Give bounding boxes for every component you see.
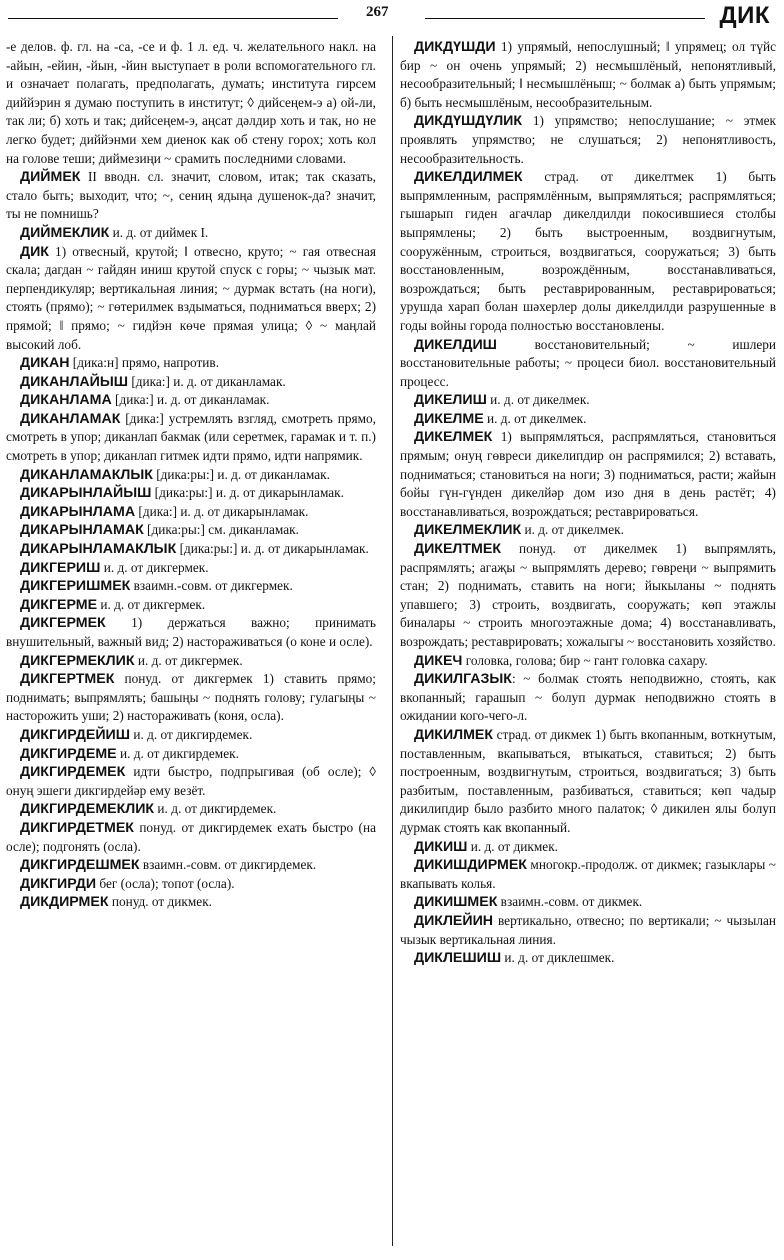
dictionary-entry xyxy=(6,652,376,671)
entry-headword: ДИКАНЛАМА xyxy=(20,392,112,409)
entry-definition: и. д. от дикгермек. xyxy=(97,596,206,612)
entry-headword: ДИКЕЛДИШ xyxy=(414,336,497,353)
dictionary-entry xyxy=(400,912,776,949)
dictionary-entry xyxy=(6,373,376,392)
entry-headword: ДИКАН xyxy=(20,355,70,372)
dictionary-entry xyxy=(6,614,376,651)
entry-headword: ДИКЕЛДИЛМЕК xyxy=(414,169,523,186)
dictionary-entry xyxy=(400,410,776,429)
entry-headword: ДИКГЕРМЕКЛИК xyxy=(20,652,135,669)
entry-definition: II вводн. сл. значит, словом, итак; так сказать, стало быть; выходит, что; ~, сениң ядыңа душенок-да? значит, ты не помнишь? xyxy=(6,169,376,222)
dictionary-entry xyxy=(6,354,376,373)
entry-definition: и. д. от диймек I. xyxy=(109,224,209,240)
entry-definition: [дика:ры:] и. д. от дикарынламак. xyxy=(151,485,344,501)
dictionary-entry xyxy=(6,763,376,800)
entry-definition: [дика:] и. д. от диканламак. xyxy=(128,373,286,389)
entry-headword: ДИКЛЕШИШ xyxy=(414,950,502,967)
entry-definition: [дика:ры:] и. д. от диканламак. xyxy=(152,466,330,482)
entry-definition: многокр.-продолж. от дикмек; газыклары ~ вкапывать колья. xyxy=(400,857,776,891)
entry-headword: ДИКГИРДЕШМЕК xyxy=(20,857,140,874)
dictionary-entry xyxy=(6,670,376,726)
entry-headword: ДИК xyxy=(20,243,49,260)
dictionary-entry xyxy=(6,168,376,224)
dictionary-entry xyxy=(400,540,776,652)
entry-headword: ДИКГЕРМЕК xyxy=(20,615,106,632)
entry-headword: ДИКДҮШДИ xyxy=(414,39,496,55)
entry-definition: [дика:] устремлять взгляд, смотреть прямо, смотреть в упор; диканлап бакмак (или серетмек, гарамак и т. п.) смотреть в упор; диканлап гитмек идти прямо, идти напрямик. xyxy=(6,410,376,464)
entry-definition: взаимн.-совм. от дикмек. xyxy=(497,894,643,910)
dictionary-entry xyxy=(400,428,776,521)
entry-headword: ДИКИЛГАЗЫК xyxy=(414,671,512,688)
entry-definition: бег (осла); топот (осла). xyxy=(96,875,235,891)
entry-definition: [дика:ры:] и. д. от дикарынламак. xyxy=(176,541,369,557)
column-divider xyxy=(392,36,393,1246)
dictionary-entry xyxy=(6,521,376,540)
entry-definition: и. д. от дикгермек. xyxy=(100,559,209,575)
right-column xyxy=(400,38,776,1254)
entry-definition: и. д. от дикелмек. xyxy=(486,392,590,408)
entry-headword: ДИКГИРДЕМЕК xyxy=(20,764,126,781)
entry-definition: и. д. от дикгирдемек. xyxy=(154,801,277,817)
entry-definition: взаимн.-совм. от дикгермек. xyxy=(130,578,293,594)
entry-headword: ДИЙМЕКЛИК xyxy=(20,224,110,241)
entry-definition: страд. от дикмек 1) быть вкопанным, воткнутым, поставленным, вкапываться, втыкаться, ставиться; 2) быть построенным, воздвигнутым, строиться, воздвигаться; 3) быть разбитым, поставленным, разбиваться, ставиться; көп чадыр дикилипдир было разбито много палаток; ◊ дикилен ялы болуп дурмак стоять как вкопанный. xyxy=(400,726,776,835)
entry-headword: ДИКГИРДЕЙИШ xyxy=(20,726,130,743)
entry-definition: [дика:ры:] см. диканламак. xyxy=(143,522,299,538)
dictionary-entry xyxy=(6,559,376,578)
entry-headword: ДИКДИРМЕК xyxy=(20,894,109,911)
header-rule-left xyxy=(8,18,338,19)
entry-definition: и. д. от дикгирдемек. xyxy=(130,726,253,742)
entry-definition: и. д. от дикгермек. xyxy=(134,652,243,668)
dictionary-entry xyxy=(400,949,776,968)
entry-definition: 1) держаться важно; принимать внушительный, важный вид; 2) настораживаться (о коне и осле). xyxy=(6,615,376,649)
entry-definition: и. д. от дикелмек. xyxy=(483,410,587,426)
entry-definition: и. д. от дикгирдемек. xyxy=(116,745,239,761)
page-header xyxy=(0,0,784,34)
dictionary-entry xyxy=(6,745,376,764)
entry-headword: ДИКАРЫНЛАЙЫШ xyxy=(20,485,152,502)
entry-headword: ДИКАНЛАМАК xyxy=(20,410,121,427)
entry-headword: ДИКГИРДЕМЕ xyxy=(20,745,117,762)
entry-headword: ДИКИШ xyxy=(414,838,468,855)
dictionary-entry xyxy=(400,670,776,726)
dictionary-entry xyxy=(6,38,376,168)
dictionary-entry xyxy=(400,336,776,392)
dictionary-entry xyxy=(400,38,776,112)
entry-definition: и. д. от дикмек. xyxy=(467,838,558,854)
dictionary-entry xyxy=(6,819,376,856)
dictionary-entry xyxy=(6,726,376,745)
dictionary-entry xyxy=(6,577,376,596)
entry-definition: понуд. от дикелмек 1) выпрямлять, распрямлять; агаҗы ~ выпрямлять дерево; гөвреңи ~ выпрямить стан; 2) поднимать, ставить на ноги; йыкыланы ~ поднять упавшего; 3) строить, воздвигать, сооружать; көп этажлы биналары ~ строить многоэтажные дома; 4) восстанавливать, возрождать; реставрировать; хожалыгы ~ восстановить хозяйство. xyxy=(400,541,776,649)
dictionary-entry xyxy=(400,726,776,838)
entry-definition: взаимн.-совм. от дикгирдемек. xyxy=(139,857,317,873)
entry-headword: ДИКАРЫНЛАМАКЛЫК xyxy=(20,541,177,558)
entry-definition: [дика:] и. д. от диканламак. xyxy=(111,392,270,408)
entry-definition: 1) выпрямляться, распрямляться, становиться прямым; онуң гөвреси дикелипдир он распрямился; 2) вставать, подниматься; становиться на ноги; 3) подниматься, расти; жайын бойы гүн-гүнден дикелйәр дом изо дня в день растёт; 4) восстанавливаться, возрождаться; реставрироваться. xyxy=(400,429,776,519)
entry-headword: ДИКГИРДИ xyxy=(20,875,97,892)
entry-definition: : ~ болмак стоять неподвижно, стоять, как вкопанный; гарашып ~ болуп дурмак неподвижно стоять в ожидании кого-чего-л. xyxy=(400,671,776,724)
dictionary-entry xyxy=(6,243,376,355)
dictionary-entry xyxy=(6,410,376,466)
entry-headword: ДИКАРЫНЛАМАК xyxy=(20,522,144,539)
entry-headword: ДИКГИРДЕМЕКЛИК xyxy=(20,801,155,818)
running-head: ДИК xyxy=(719,2,770,29)
entry-definition: головка, голова; бир ~ гант головка сахару. xyxy=(462,652,708,668)
dictionary-entry xyxy=(400,112,776,168)
entry-headword: ДИКИЛМЕК xyxy=(414,726,494,743)
entry-headword: ДИКЕЛМЕ xyxy=(414,410,484,427)
entry-definition: 1) упрямство; непослушание; ~ этмек проявлять упрямство; не слушаться; 2) непонятливость, несообразительность. xyxy=(400,113,776,166)
header-rule-right xyxy=(425,18,705,19)
dictionary-entry xyxy=(400,893,776,912)
entry-headword: ДИКЕЛТМЕК xyxy=(414,541,501,558)
entry-headword: ДИКГЕРМЕ xyxy=(20,596,98,613)
dictionary-entry xyxy=(6,224,376,243)
dictionary-entry xyxy=(400,391,776,410)
entry-headword: ДИКГЕРТМЕК xyxy=(20,671,115,688)
entry-definition: понуд. от дикмек. xyxy=(108,894,212,910)
page-number: 267 xyxy=(366,4,389,20)
dictionary-entry xyxy=(6,484,376,503)
dictionary-entry xyxy=(6,596,376,615)
entry-headword: ДИКЕЧ xyxy=(414,652,463,669)
entry-headword: ДИКЕЛМЕКЛИК xyxy=(414,522,522,539)
entry-definition: и. д. от диклешмек. xyxy=(501,950,615,966)
entry-headword: ДИКАНЛАМАКЛЫК xyxy=(20,466,153,483)
entry-definition: 1) упрямый, непослушный; ‖ упрямец; ол түйс бир ~ он очень упрямый; 2) несмышлёный, непонятливый, несообразительный; ‖ несмышлёныш; ~ болмак а) быть упрямым; б) быть несмышлёным, несообразительным. xyxy=(400,39,776,110)
dictionary-entry xyxy=(6,800,376,819)
entry-headword: ДИКГЕРИШ xyxy=(20,559,101,576)
dictionary-entry xyxy=(400,168,776,335)
entry-definition: понуд. от дикгирдемек ехать быстро (на осле); подгонять (осла). xyxy=(6,819,376,854)
entry-headword: ДИКЕЛИШ xyxy=(414,392,487,409)
entry-definition: понуд. от дикгермек 1) ставить прямо; поднимать; выпрямлять; башыңы ~ поднять голову; гулагыңы ~ насторожить уши; 2) настораживать (коня, осла). xyxy=(6,671,376,724)
left-column xyxy=(6,38,376,1254)
dictionary-entry xyxy=(6,856,376,875)
dictionary-entry xyxy=(6,466,376,485)
dictionary-entry xyxy=(400,521,776,540)
entry-headword: ДИКГИРДЕТМЕК xyxy=(20,819,134,836)
entry-headword: ДИКАРЫНЛАМА xyxy=(20,503,136,520)
entry-definition: [дика:] и. д. от дикарынламак. xyxy=(135,503,309,519)
entry-definition: 1) отвесный, крутой; ‖ отвесно, круто; ~ гая отвесная скала; дагдан ~ гайдян иниш крутой спуск с горы; ~ чызык мат. перпендикуляр; вертикальная линия; ~ дурмак встать (на ноги), стоять (прямо); ~ гөтерилмек вздыматься, подниматься вверх; 2) прямой; ‖ прямо; ~ гидйэн көче прямая улица; ◊ ~ маңлай высокий лоб. xyxy=(6,243,376,352)
dictionary-entry xyxy=(400,856,776,893)
dictionary-entry xyxy=(6,540,376,559)
dictionary-entry xyxy=(6,893,376,912)
dictionary-entry xyxy=(400,838,776,857)
dictionary-entry xyxy=(6,503,376,522)
entry-headword: ДИКИШДИРМЕК xyxy=(414,857,527,874)
entry-definition: идти быстро, подпрыгивая (об осле); ◊ онуң эшеги дикгирдейәр ему везёт. xyxy=(6,764,376,798)
entry-definition: страд. от дикелтмек 1) быть выпрямленным, распрямлённым, выпрямляться; распрямляться; гышарып гиден агачлар дикелдилди покосившиеся столбы выпрямлены; 2) быть выстроенным, воздвигнутым, сооружённым, строиться, воздвигаться, сооружаться; 3) быть восстановленным, возрождённым, восстанавливаться, возрождаться; быть реставрированным, реставрироваться; урушда харап болан шәхерлер долы дикелдилди разрушенные в годы войны города полностью восстановлены. xyxy=(400,169,776,333)
entry-headword: ДИКЛЕЙИН xyxy=(414,912,494,929)
dictionary-entry xyxy=(6,875,376,894)
entry-headword: ДИЙМЕК xyxy=(20,169,81,186)
entry-definition: вертикально, отвесно; по вертикали; ~ чызылан чызык вертикальная линия. xyxy=(400,912,776,947)
dictionary-entry xyxy=(6,391,376,410)
entry-definition: и. д. от дикелмек. xyxy=(521,522,624,538)
entry-headword: ДИКГЕРИШМЕК xyxy=(20,578,131,595)
entry-headword: ДИКИШМЕК xyxy=(414,894,498,911)
entry-definition: восстановительный; ~ ишлери восстановительные работы; ~ процеси биол. восстановительный процесс. xyxy=(400,336,776,389)
entry-definition: [дика:н] прямо, напротив. xyxy=(69,355,220,371)
entry-headword: ДИКДҮШДҮЛИК xyxy=(414,113,523,130)
entry-headword: ДИКЕЛМЕК xyxy=(414,429,493,446)
dictionary-entry xyxy=(400,652,776,671)
entry-definition: -е делов. ф. гл. на -са, -се и ф. 1 л. ед. ч. желательного накл. на -айын, -ейин, -йын, -йин выступает в роли вспомогательного гл. и означает полагать, предполагать, думать; института гирсем диййэрин я думаю поступить в институт; ◊ дийсеңем-э а) ой-ли, так ли; б) хоть и так; дийсеңем-э, аңсат дәлдир хоть и так, но не легко будет; диййэнми хем диенок как об стену горох; хоть кол на голове теши; диймезиңи ~ срамить последними словами. xyxy=(6,39,376,166)
entry-headword: ДИКАНЛАЙЫШ xyxy=(20,373,128,390)
